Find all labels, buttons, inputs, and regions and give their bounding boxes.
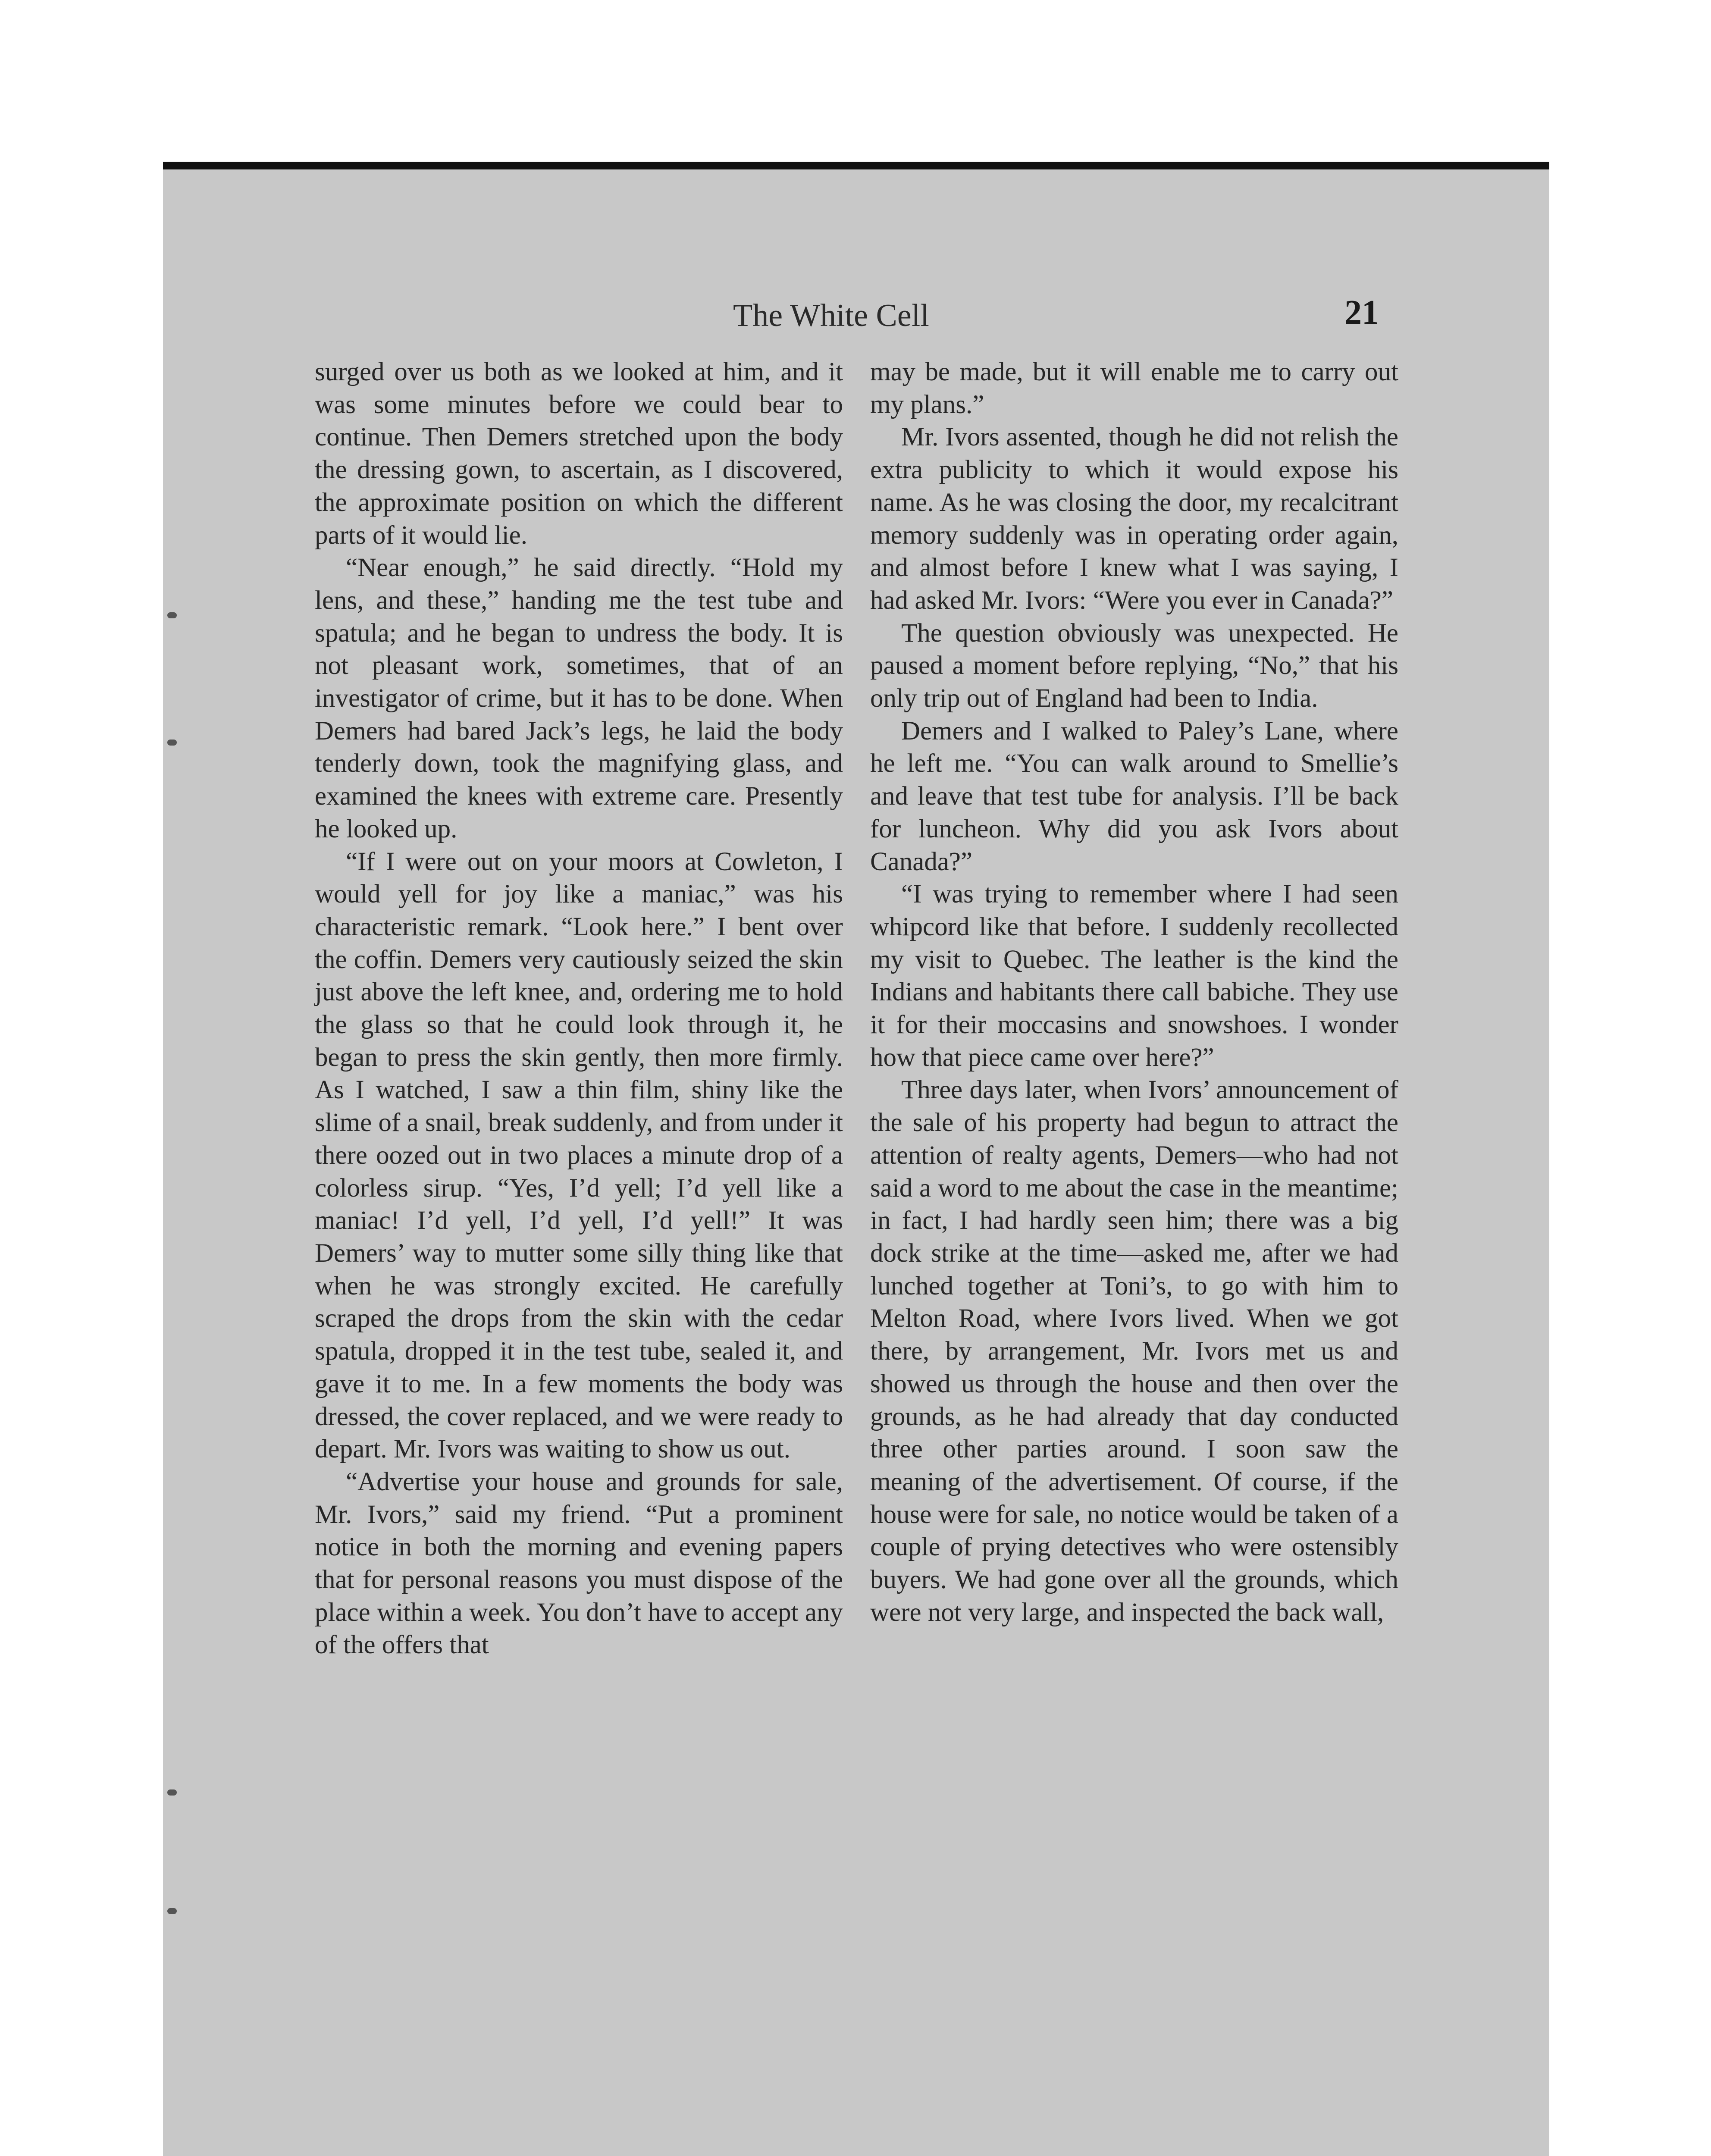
binding-mark [167,1908,177,1914]
paragraph: Demers and I walked to Paley’s Lane, where he left me. “You can walk around to Smellie’s and leave that test tube for analysis. I’ll be back for luncheon. Why did you ask Ivors about Canada?” [870,716,1398,876]
paragraph: Mr. Ivors assented, though he did not relish the extra publicity to which it would expose his name. As he was closing the door, my recalcitrant memory suddenly was in operating order again, and almost before I knew what I was saying, I had asked Mr. Ivors: “Were you ever in Canada?” [870,423,1398,615]
page-number: 21 [1344,294,1379,332]
paragraph: “Advertise your house and grounds for sale, Mr. Ivors,” said my friend. “Put a prominent notice in both the morning and evening papers that for personal reasons you must dispose of the place within a week. You don’t have to accept any of the offers that [315,1467,843,1660]
left-column [315,356,843,1661]
right-column [870,356,1398,1629]
binding-mark [167,740,177,746]
paragraph: “Near enough,” he said directly. “Hold my lens, and these,” handing me the test tube and spatula; and he began to undress the body. It is not pleasant work, sometimes, that of an investigator of crime, but it has to be done. When Demers had bared Jack’s legs, he laid the body tenderly down, took the magnifying glass, and examined the knees with extreme care. Presently he looked up. [315,553,843,843]
paragraph: Three days later, when Ivors’ announcement of the sale of his property had begun to attract the attention of realty agents, Demers—who had not said a word to me about the case in the meantime; in fact, I had hardly seen him; there was a big dock strike at the time—asked me, after we had lunched together at Toni’s, to go with him to Melton Road, where Ivors lived. When we got there, by arrangement, Mr. Ivors met us and showed us through the house and then over the grounds, as he had already that day conducted three other parties around. I soon saw the meaning of the advertisement. Of course, if the house were for sale, no notice would be taken of a couple of prying detectives who were ostensibly buyers. We had gone over all the grounds, which were not very large, and inspected the back wall, [870,1075,1398,1627]
running-title: The White Cell [733,298,929,333]
binding-mark [167,1789,177,1796]
paragraph: may be made, but it will enable me to carry out my plans.” [870,357,1398,419]
binding-mark [167,612,177,618]
paragraph: surged over us both as we looked at him, and it was some minutes before we could bear to continue. Then Demers stretched upon the body the dressing gown, to ascertain, as I discovered, the approximate position on which the different parts of it would lie. [315,357,843,550]
paragraph: “I was trying to remember where I had seen whipcord like that before. I suddenly recollected my visit to Quebec. The leather is the kind the Indians and habitants there call babiche. They use it for their moccasins and snowshoes. I wonder how that piece came over here?” [870,880,1398,1072]
paragraph: The question obviously was unexpected. He paused a moment before replying, “No,” that his only trip out of England had been to India. [870,618,1398,713]
paragraph: “If I were out on your moors at Cowleton, I would yell for joy like a maniac,” was his characteristic remark. “Look here.” I bent over the coffin. Demers very cautiously seized the skin just above the left knee, and, ordering me to hold the glass so that he could look through it, he began to press the skin gently, then more firmly. As I watched, I saw a thin film, shiny like the slime of a snail, break suddenly, and from under it there oozed out in two places a minute drop of a colorless sirup. “Yes, I’d yell; I’d yell like a maniac! I’d yell, I’d yell, I’d yell!” It was Demers’ way to mutter some silly thing like that when he was strongly excited. He carefully scraped the drops from the skin with the cedar spatula, dropped it in the test tube, sealed it, and gave it to me. In a few moments the body was dressed, the cover replaced, and we were ready to depart. Mr. Ivors was waiting to show us out. [315,847,843,1464]
